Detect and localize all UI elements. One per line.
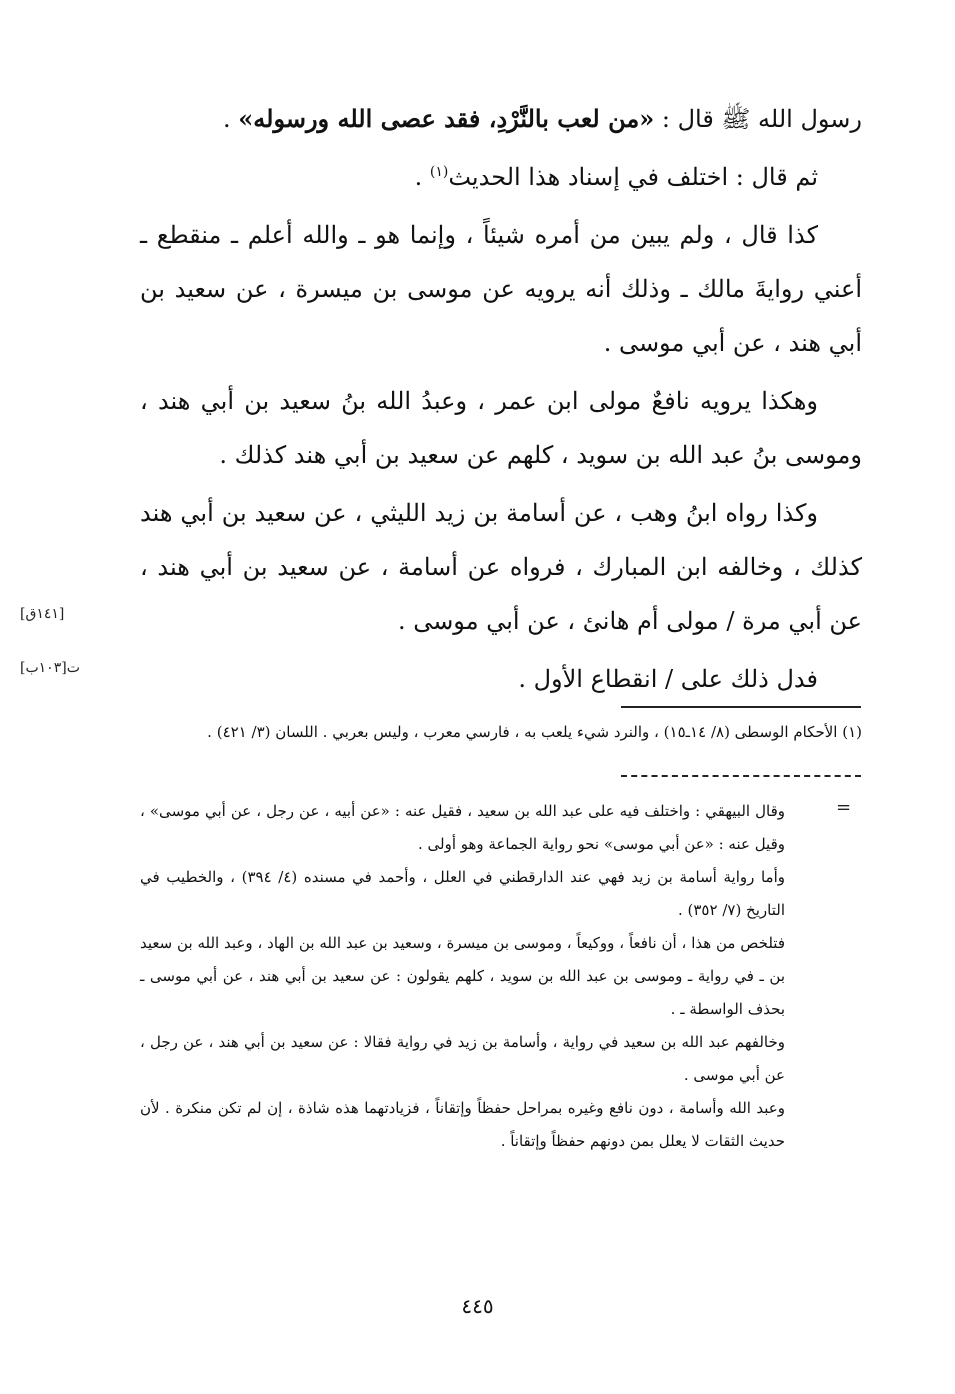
footnote-ref: (١) <box>429 164 449 180</box>
paragraph-6: فدل ذلك على / انقطاع الأول . <box>518 665 818 693</box>
manuscript-marker-1: [١٤١ق] <box>20 606 65 622</box>
paragraph-5: وكذا رواه ابنُ وهب ، عن أسامة بن زيد الليثي ، عن سعيد بن أبي هند كذلك ، وخالفه ابن المبارك ، فرواه عن أسامة ، عن سعيد بن أبي هند ، عن أبي مرة / مولى أم هانئ ، عن أبي موسى . <box>140 499 862 635</box>
main-text <box>140 92 862 710</box>
paragraph-1 <box>140 92 862 146</box>
continuation-line-5: وعبد الله وأسامة ، دون نافع وغيره بمراحل حفظاً وإتقاناً ، فزيادتهما هذه شاذة ، إن لم تكن منكرة . لأن حديث الثقات لا يعلل بمن دونهم حفظاً وإتقاناً . <box>140 1099 785 1150</box>
footnote-continuation <box>140 795 785 1158</box>
paragraph-1-prefix: رسول الله ﷺ قال : <box>654 105 862 133</box>
paragraph-2 <box>140 150 862 204</box>
continuation-line-2: وأما رواية أسامة بن زيد فهي عند الدارقطني في العلل ، وأحمد في مسنده (٤/ ٣٩٤) ، والخطيب في التاريخ (٧/ ٣٥٢) . <box>140 868 785 919</box>
continuation-separator <box>621 775 861 777</box>
paragraph-3: كذا قال ، ولم يبين من أمره شيئاً ، وإنما هو ـ والله أعلم ـ منقطع ـ أعني روايةَ مالك ـ وذلك أنه يرويه عن موسى بن ميسرة ، عن سعيد بن أبي هند ، عن أبي موسى . <box>140 221 862 357</box>
footnote-1: (١) الأحكام الوسطى (٨/ ١٤ـ١٥) ، والنرد شيء يلعب به ، فارسي معرب ، وليس بعربي . اللسان (٣/ ٤٢١) . <box>207 723 862 741</box>
paragraph-1-suffix: . <box>223 105 239 133</box>
paragraph-2-end: . <box>414 163 430 191</box>
continuation-mark: = <box>836 797 852 818</box>
paragraph-2-text: ثم قال : اختلف في إسناد هذا الحديث <box>448 163 818 191</box>
footnote-separator <box>621 706 861 708</box>
hadith-quote: «من لعب بالنَّرْدِ، فقد عصى الله ورسوله» <box>238 104 655 133</box>
continuation-line-1: وقال البيهقي : واختلف فيه على عبد الله بن سعيد ، فقيل عنه : «عن أبيه ، عن رجل ، عن أبي موسى» ، وقيل عنه : «عن أبي موسى» نحو رواية الجماعة وهو أولى . <box>140 802 785 853</box>
paragraph-4: وهكذا يرويه نافعٌ مولى ابن عمر ، وعبدُ الله بنُ سعيد بن أبي هند ، وموسى بنُ عبد الله بن سويد ، كلهم عن سعيد بن أبي هند كذلك . <box>140 387 862 469</box>
manuscript-marker-2: [١٠٣ب]ت <box>20 660 80 676</box>
continuation-line-4: وخالفهم عبد الله بن سعيد في رواية ، وأسامة بن زيد في رواية فقالا : عن سعيد بن أبي هند ، عن رجل ، عن أبي موسى . <box>140 1033 785 1084</box>
page-number: ٤٤٥ <box>461 1294 494 1318</box>
continuation-line-3: فتلخص من هذا ، أن نافعاً ، ووكيعاً ، وموسى بن ميسرة ، وسعيد بن عبد الله بن الهاد ، وعبد الله بن سعيد بن ـ في رواية ـ وموسى بن عبد الله بن سويد ، كلهم يقولون : عن سعيد بن أبي هند ، عن أبي موسى ـ بحذف الواسطة ـ . <box>140 934 785 1018</box>
